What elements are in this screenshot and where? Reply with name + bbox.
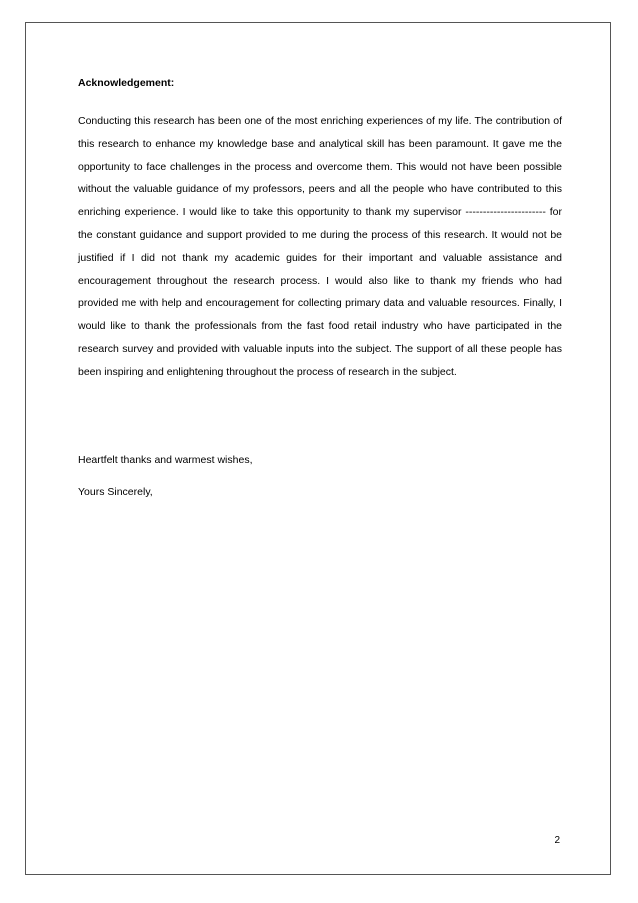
document-heading: Acknowledgement: [78, 77, 175, 89]
closing-signoff: Yours Sincerely, [78, 486, 153, 498]
closing-thanks: Heartfelt thanks and warmest wishes, [78, 454, 253, 466]
body-paragraph: Conducting this research has been one of the most enriching experiences of my life. The contribution of this research to enhance my knowledge base and analytical skill has been paramount. It gave me the opportunity to face challenges in the process and overcome them. This would not have been possible without the valuable guidance of my professors, peers and all the people who have contributed to this enriching experience. I would like to take this opportunity to thank my supervisor ----------------------- for the constant guidance and support provided to me during the process of this research. It would not be justified if I did not thank my academic guides for their important and valuable assistance and encouragement throughout the research process. I would also like to thank my friends who had provided me with help and encouragement for collecting primary data and valuable resources. Finally, I would like to thank the professionals from the fast food retail industry who have participated in the research survey and provided with valuable inputs into the subject. The support of all these people has been inspiring and enlightening throughout the process of research in the subject. [78, 115, 562, 378]
page-number: 2 [554, 835, 560, 846]
